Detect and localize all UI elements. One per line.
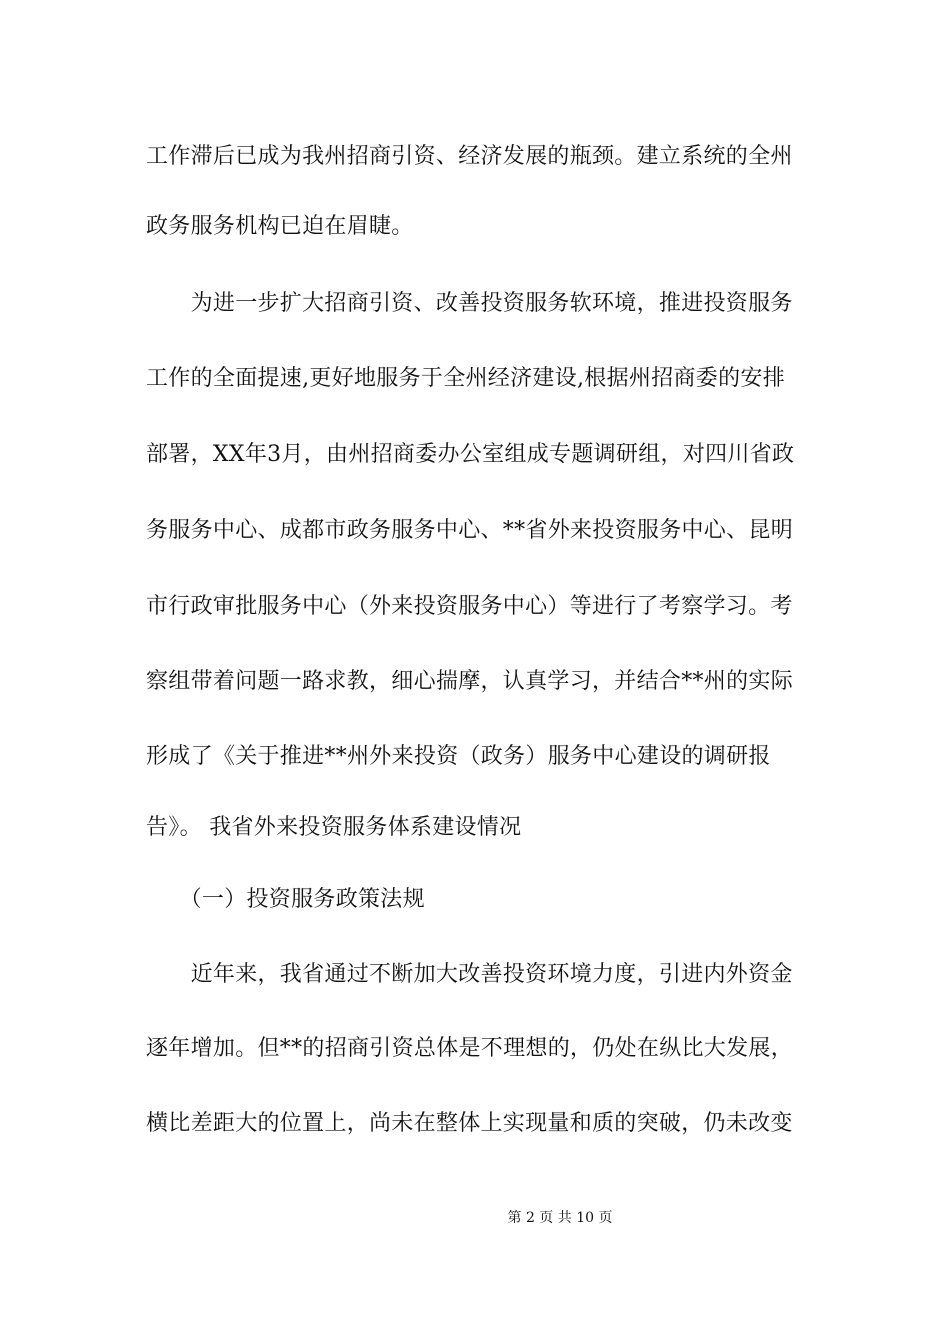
text-line: 务服务中心、成都市政务服务中心、**省外来投资服务中心、昆明: [146, 518, 794, 543]
page-number-footer: 第 2 页 共 10 页: [507, 1210, 613, 1226]
text-line: 察组带着问题一路求教，细心揣摩，认真学习，并结合**州的实际: [146, 669, 794, 694]
text-line: 部署，XX年3月，由州招商委办公室组成专题调研组，对四川省政: [146, 442, 795, 467]
text-line: 政务服务机构已迫在眉睫。: [146, 214, 414, 239]
text-line: 工作滞后已成为我州招商引资、经济发展的瓶颈。建立系统的全州: [146, 144, 793, 169]
text-line: 近年来，我省通过不断加大改善投资环境力度，引进内外资金: [146, 962, 793, 987]
text-line: 市行政审批服务中心（外来投资服务中心）等进行了考察学习。考: [146, 594, 793, 619]
text-line: 为进一步扩大招商引资、改善投资服务软环境，推进投资服务: [146, 291, 793, 316]
text-line: 告》。 我省外来投资服务体系建设情况: [146, 815, 522, 840]
section-heading: （一）投资服务政策法规: [146, 887, 425, 912]
text-line: 横比差距大的位置上，尚未在整体上实现量和质的突破，仍未改变: [146, 1111, 793, 1136]
text-line: 形成了《关于推进**州外来投资（政务）服务中心建设的调研报: [146, 744, 771, 769]
text-line: 逐年增加。但**的招商引资总体是不理想的，仍处在纵比大发展，: [146, 1036, 794, 1061]
text-line: 工作的全面提速,更好地服务于全州经济建设,根据州招商委的安排: [146, 366, 785, 391]
